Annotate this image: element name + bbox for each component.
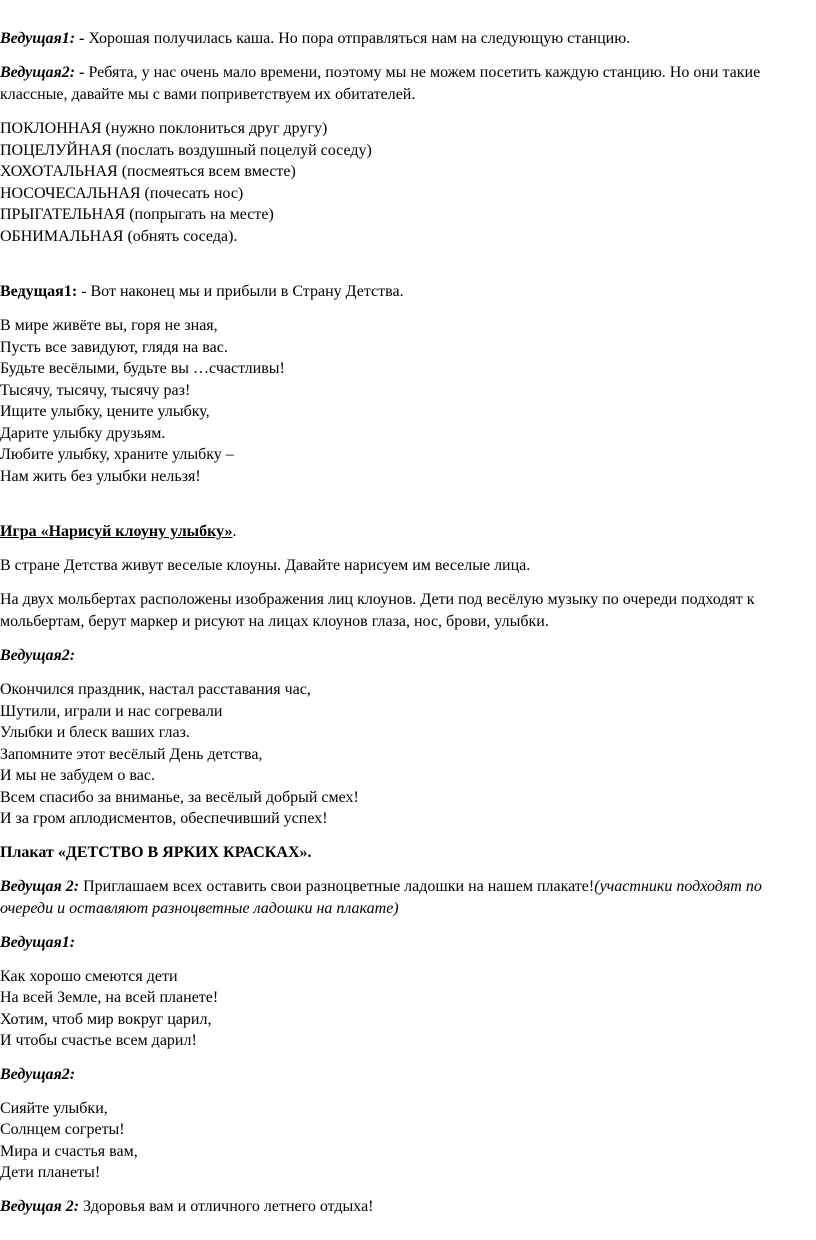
poem-line: Сияйте улыбки,: [0, 1099, 108, 1117]
speaker-label: Ведущая 2:: [0, 1197, 80, 1215]
speaker-heading: Ведущая2:: [0, 1065, 76, 1083]
game-title: Игра «Нарисуй клоуну улыбку»: [0, 523, 233, 540]
game-title-end: .: [232, 523, 237, 540]
poem-shine: [0, 1098, 808, 1184]
station-item: НОСОЧЕСАЛЬНАЯ (почесать нос): [0, 184, 244, 202]
poem-line: И чтобы счастье всем дарил!: [0, 1032, 197, 1049]
poem-line: Как хорошо смеются дети: [0, 967, 178, 985]
speaker-heading: Ведущая2:: [0, 647, 76, 664]
poem-line: Нам жить без улыбки нельзя!: [0, 467, 201, 485]
speaker-label: Ведущая1: -: [0, 30, 85, 47]
paragraph-host2-intro: [0, 62, 808, 106]
poem-line: Солнцем согреты!: [0, 1121, 125, 1138]
paragraph-text: Хорошая получилась каша. Но пора отправляться нам на следующую станцию.: [84, 30, 631, 47]
poem-line: Любите улыбку, храните улыбку –: [0, 446, 234, 463]
speaker-label: Ведущая2: -: [0, 64, 85, 81]
poem-line: Дарите улыбку друзьям.: [0, 424, 166, 442]
stations-list: [0, 118, 808, 247]
station-item: ПОКЛОННАЯ (нужно поклониться друг другу): [0, 120, 328, 137]
poem-laughter: [0, 966, 808, 1052]
poem-line: В мире живёте вы, горя не зная,: [0, 317, 218, 334]
paragraph-closing: [0, 1196, 808, 1218]
paragraph-poster-invite: [0, 876, 808, 920]
station-item: ХОХОТАЛЬНАЯ (посмеяться всем вместе): [0, 163, 296, 180]
poem-line: Запомните этот весёлый День детства,: [0, 745, 263, 763]
station-item: ПОЦЕЛУЙНАЯ (послать воздушный поцелуй соседу): [0, 141, 372, 159]
poem-line: И за гром аплодисментов, обеспечивший успех!: [0, 810, 328, 827]
poem-smile: [0, 315, 808, 487]
poem-line: Пусть все завидуют, глядя на вас.: [0, 338, 228, 356]
poem-line: Всем спасибо за вниманье, за весёлый добрый смех!: [0, 788, 359, 806]
poem-line: Окончился праздник, настал расставания час,: [0, 681, 311, 698]
speaker-label: Ведущая 2:: [0, 877, 80, 895]
poem-line: Улыбки и блеск ваших глаз.: [0, 724, 190, 741]
game-paragraph-2: На двух мольбертах расположены изображения лиц клоунов. Дети под весёлую музыку по очереди подходят к мольбертам, берут маркер и рисуют на лицах клоунов глаза, нос, брови, улыбки.: [0, 591, 755, 630]
poem-line: Будьте весёлыми, будьте вы …счастливы!: [0, 360, 285, 377]
poem-line: Хотим, чтоб мир вокруг царил,: [0, 1010, 212, 1028]
game-paragraph-1: В стране Детства живут веселые клоуны. Давайте нарисуем им веселые лица.: [0, 557, 531, 574]
station-item: ПРЫГАТЕЛЬНАЯ (попрыгать на месте): [0, 206, 274, 223]
document-page: [0, 28, 808, 1230]
paragraph-host1-intro: [0, 28, 808, 50]
station-item: ОБНИМАЛЬНАЯ (обнять соседа).: [0, 227, 238, 245]
game-heading: [0, 521, 808, 543]
poem-line: Тысячу, тысячу, тысячу раз!: [0, 381, 191, 399]
paragraph-arrival: [0, 281, 808, 303]
speaker-heading: Ведущая1:: [0, 933, 76, 951]
poem-line: Ищите улыбку, цените улыбку,: [0, 403, 210, 420]
paragraph-text: Приглашаем всех оставить свои разноцветные ладошки на нашем плакате!: [79, 877, 595, 895]
speaker-label: Ведущая1:: [0, 283, 78, 300]
poem-line: Шутили, играли и нас согревали: [0, 702, 223, 720]
poem-farewell: [0, 679, 808, 830]
poem-line: На всей Земле, на всей планете!: [0, 989, 219, 1006]
paragraph-text: Здоровья вам и отличного летнего отдыха!: [79, 1197, 374, 1215]
stage-direction: (участники подходят по очереди и оставляют разноцветные ладошки на плакате): [0, 877, 762, 917]
paragraph-text: - Вот наконец мы и прибыли в Страну Детства.: [77, 283, 404, 300]
paragraph-text: Ребята, у нас очень мало времени, поэтому мы не можем посетить каждую станцию. Но они такие классные, давайте мы с вами поприветствуем их обитателей.: [0, 64, 761, 103]
poster-heading: Плакат «ДЕТСТВО В ЯРКИХ КРАСКАХ».: [0, 843, 312, 861]
poem-line: И мы не забудем о вас.: [0, 767, 155, 784]
poem-line: Мира и счастья вам,: [0, 1142, 138, 1160]
poem-line: Дети планеты!: [0, 1164, 101, 1181]
